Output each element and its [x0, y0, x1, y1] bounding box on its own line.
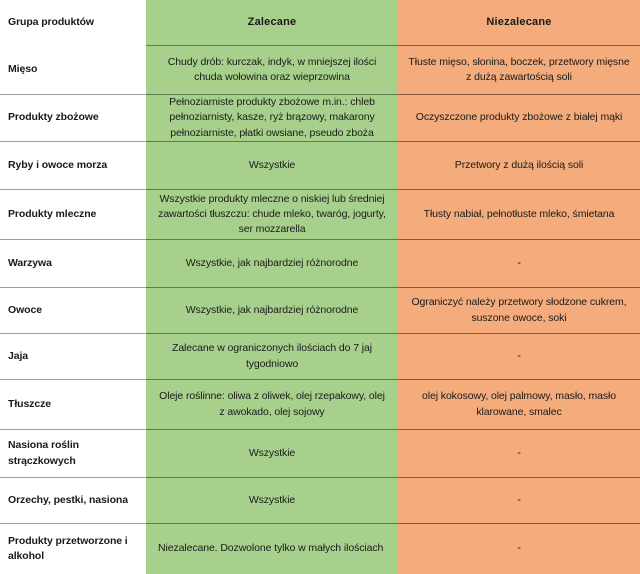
- cell-not-recommended-eggs: -: [398, 334, 640, 380]
- row-label-nuts: Orzechy, pestki, nasiona: [0, 478, 146, 524]
- table-row: [0, 334, 640, 380]
- cell-recommended-vegetables: Wszystkie, jak najbardziej różnorodne: [146, 240, 398, 288]
- row-label-legumes: Nasiona roślin strączkowych: [0, 430, 146, 478]
- row-label-fruits: Owoce: [0, 288, 146, 334]
- row-label-dairy: Produkty mleczne: [0, 190, 146, 240]
- cell-recommended-legumes: Wszystkie: [146, 430, 398, 478]
- row-label-grains: Produkty zbożowe: [0, 95, 146, 142]
- cell-not-recommended-vegetables: -: [398, 240, 640, 288]
- cell-not-recommended-legumes: -: [398, 430, 640, 478]
- cell-recommended-processed: Niezalecane. Dozwolone tylko w małych ilościach: [146, 524, 398, 574]
- table-row: [0, 288, 640, 334]
- table-header-row: [0, 0, 640, 46]
- row-label-vegetables: Warzywa: [0, 240, 146, 288]
- table-row: [0, 478, 640, 524]
- table-row: [0, 95, 640, 142]
- table-row: [0, 240, 640, 288]
- cell-not-recommended-fats: olej kokosowy, olej palmowy, masło, masło klarowane, smalec: [398, 380, 640, 430]
- cell-recommended-nuts: Wszystkie: [146, 478, 398, 524]
- cell-recommended-dairy: Wszystkie produkty mleczne o niskiej lub średniej zawartości tłuszczu: chude mleko, twaróg, jogurty, ser mozzarella: [146, 190, 398, 240]
- cell-not-recommended-processed: -: [398, 524, 640, 574]
- cell-recommended-grains: Pełnoziarniste produkty zbożowe m.in.: chleb pełnoziarnisty, kasze, ryż brązowy, makarony pełnoziarniste, płatki owsiane, pseudo zboża: [146, 95, 398, 142]
- table-row: [0, 46, 640, 95]
- table-row: [0, 190, 640, 240]
- cell-recommended-fish: Wszystkie: [146, 142, 398, 190]
- table-row: [0, 524, 640, 574]
- cell-recommended-fruits: Wszystkie, jak najbardziej różnorodne: [146, 288, 398, 334]
- cell-not-recommended-meat: Tłuste mięso, słonina, boczek, przetwory mięsne z dużą zawartością soli: [398, 46, 640, 95]
- cell-not-recommended-fish: Przetwory z dużą ilością soli: [398, 142, 640, 190]
- cell-not-recommended-dairy: Tłusty nabiał, pełnotłuste mleko, śmietana: [398, 190, 640, 240]
- row-label-processed: Produkty przetworzone i alkohol: [0, 524, 146, 574]
- row-label-fats: Tłuszcze: [0, 380, 146, 430]
- column-header-recommended: Zalecane: [146, 0, 398, 46]
- cell-not-recommended-grains: Oczyszczone produkty zbożowe z białej mąki: [398, 95, 640, 142]
- table-row: [0, 430, 640, 478]
- cell-recommended-meat: Chudy drób: kurczak, indyk, w mniejszej ilości chuda wołowina oraz wieprzowina: [146, 46, 398, 95]
- cell-not-recommended-fruits: Ograniczyć należy przetwory słodzone cukrem, suszone owoce, soki: [398, 288, 640, 334]
- cell-recommended-eggs: Zalecane w ograniczonych ilościach do 7 jaj tygodniowo: [146, 334, 398, 380]
- cell-recommended-fats: Oleje roślinne: oliwa z oliwek, olej rzepakowy, olej z awokado, olej sojowy: [146, 380, 398, 430]
- cell-not-recommended-nuts: -: [398, 478, 640, 524]
- row-label-meat: Mięso: [0, 46, 146, 95]
- table-row: [0, 380, 640, 430]
- row-label-fish: Ryby i owoce morza: [0, 142, 146, 190]
- table-row: [0, 142, 640, 190]
- column-header-group: Grupa produktów: [0, 0, 146, 46]
- column-header-not-recommended: Niezalecane: [398, 0, 640, 46]
- row-label-eggs: Jaja: [0, 334, 146, 380]
